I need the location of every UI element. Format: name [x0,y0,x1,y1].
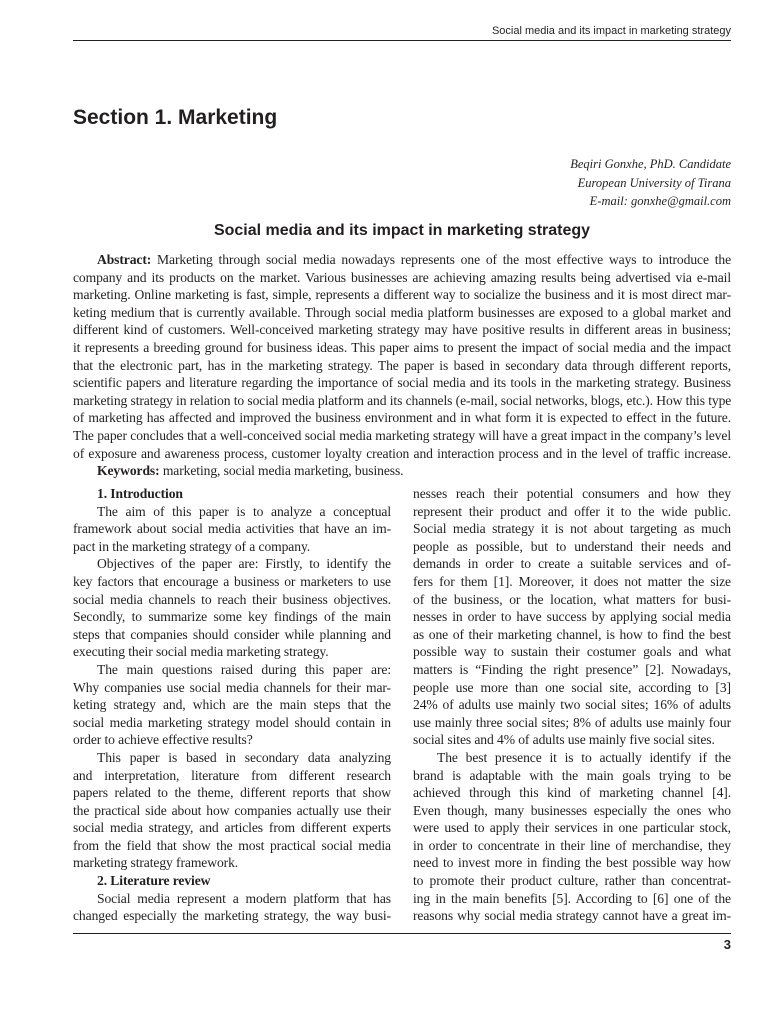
body-line: key factors that encourage a business or marketers to use [73,573,391,589]
body-line: keting strategy and, which are the main steps that the [73,697,391,713]
body-line: of the business, or the location, what matters for busi- [413,591,731,607]
body-line: Why companies use social media channels for their mar- [73,679,391,695]
body-line: matters is “Finding the right presence” [2]. Nowadays, [413,661,731,677]
body-line: 24% of adults use mainly two social sites; 16% of adults [413,697,731,713]
left-column [73,485,391,925]
body-line: Even though, many businesses especially the ones who [413,802,731,818]
body-line: papers related to the theme, different reports that show [73,785,391,801]
body-line: brand is adaptable with the main goals trying to be [413,767,731,783]
body-line: pact in the marketing strategy of a company. [73,538,311,554]
section-heading: 2. Literature review [97,873,211,889]
author-email: E-mail: gonxhe@gmail.com [589,194,731,208]
body-line: reasons why social media strategy cannot have a great im- [413,908,731,924]
body-line: achieved through this kind of marketing channel [4]. [413,785,731,801]
body-line: in order to concentrate in their line of merchandise, they [413,837,731,853]
abstract-line: scientific papers and literature regarding the importance of social media and its tools in the marketing strategy. Business [73,375,731,391]
body-line: steps that companies should consider while planning and [73,626,391,642]
abstract-line: different kind of customers. Well-conceived marketing strategy may have positive results in different areas in business; [73,322,731,338]
footer-rule [73,933,731,934]
abstract-line: marketing strategy in relation to social media platform and its channels (e-mail, social networks, blogs, etc.). How this type [73,392,732,408]
abstract [73,251,731,480]
body-line: fers for them [1]. Moreover, it does not matter the size [413,573,731,589]
abstract-line: of marketing has affected and improved the business environment and in what form it is expected to effect in the future. [73,410,731,426]
body-line: nesses reach their potential consumers and how they [413,486,731,501]
body-line: as one of their marketing channel, is how to find the best [413,626,731,642]
body-line: represent their product and offer it to the wide public. [413,503,731,519]
body-line: framework about social media activities that have an im- [73,521,391,537]
body-line: Objectives of the paper are: Firstly, to identify the [97,556,391,572]
body-line: ing in the main benefits [5]. According to [6] one of the [413,890,731,906]
keywords-label: Keywords: [97,463,160,479]
abstract-line: that the electronic part, has in the marketing strategy. The paper is based in secondary data through different reports, [73,357,731,373]
body-line: changed especially the marketing strategy, the way busi- [73,908,391,924]
section-heading: 1. Introduction [97,486,183,501]
body-line: The best presence it is to actually identify if the [437,749,731,765]
body-line: were used to apply their services in one particular stock, [413,820,731,836]
running-head: Social media and its impact in marketing strategy [491,25,731,37]
body-line: This paper is based in secondary data analyzing [97,749,391,765]
author-name: Beqiri Gonxhe, PhD. Candidate [570,157,731,171]
body-line: to promote their product culture, rather than concentrat- [413,873,731,889]
body-line: The main questions raised during this paper are: [97,661,391,677]
abstract-line: it represents a breeding ground for business ideas. This paper aims to present the impact of social media and the impact [73,339,731,355]
body-line: and interpretation, literature from different research [73,767,391,783]
abstract-line: The paper concludes that a well-conceived social media marketing strategy will have a great impact in the company’s level [73,427,731,443]
right-column [413,485,731,925]
body-line: executing their social media marketing strategy. [73,644,329,660]
body-line: nesses in order to have success by applying social media [413,609,731,625]
abstract-line: company and its products on the market. Various businesses are achieving amazing results being advertised via e-mail [73,269,731,285]
page-number: 3 [723,937,731,952]
body-line: social media strategy, and articles from different experts [73,820,391,836]
abstract-line: keting medium that is currently available. Through social media platform businesses are exposed to a global market and [73,304,731,320]
body-line: use mainly three social sites; 8% of adults use mainly four [413,714,731,730]
abstract-line: marketing. Online marketing is fast, simple, represents a different way to socialize the business and it is most direct mar- [73,287,731,303]
body-line: people as possible, but to understand their needs and [413,538,731,554]
body-line: possible way to sustain their costumer goals and what [413,644,731,660]
body-line: marketing strategy framework. [73,855,239,871]
keywords-line: Keywords: marketing, social media marketing, business. [97,463,404,479]
abstract-label: Abstract: [97,252,152,267]
abstract-line: of exposure and awareness process, customer loyalty creation and interaction process and in the level of traffic increase. [73,445,731,461]
body-line: people use more than one social site, according to [3] [413,679,731,695]
author-block [570,155,731,211]
body-line: from the field that show the most practical social media [73,837,391,853]
body-line: social media marketing strategy model should contain in [73,714,391,730]
paper-title: Social media and its impact in marketing strategy [213,222,591,239]
body-line: Social media strategy it is not about targeting as much [413,521,731,537]
section-title: Section 1. Marketing [73,106,278,129]
author-affiliation: European University of Tirana [577,175,731,190]
body-line: Social media represent a modern platform that has [97,890,391,906]
header-rule [73,40,731,41]
body-line: social media channels to reach their business objectives. [73,591,391,607]
body-line: Secondly, to summarize some key findings of the main [73,609,391,625]
body-line: demands in order to create a suitable services and of- [413,556,731,572]
body-line: the practical side about how companies actually use their [73,802,391,818]
body-line: need to invest more in finding the best possible way how [413,855,731,871]
body-line: The aim of this paper is to analyze a conceptual [97,503,391,519]
body-line: order to achieve effective results? [73,732,253,748]
body-line: social sites and 4% of adults use mainly five social sites. [413,732,715,748]
abstract-line: Abstract: Marketing through social media nowadays represents one of the most effective ways to introduce the [97,252,731,267]
